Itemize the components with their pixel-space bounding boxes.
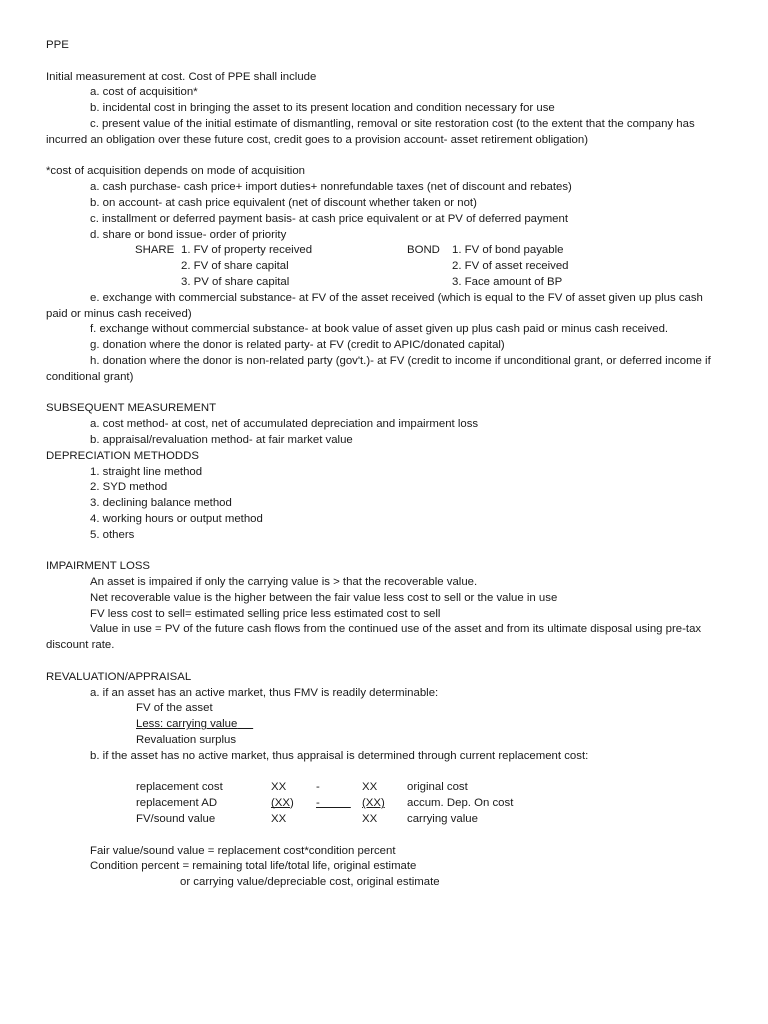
table-row-label: replacement AD	[136, 797, 218, 810]
table-row-description: accum. Dep. On cost	[407, 797, 514, 810]
table-row-description: original cost	[407, 781, 468, 794]
share-priority-item: 3. PV of share capital	[181, 275, 290, 288]
revaluation-heading: REVALUATION/APPRAISAL	[46, 670, 192, 683]
table-dash: -	[316, 797, 320, 810]
table-value-replacement: XX	[271, 781, 287, 794]
share-bond-row-2	[46, 259, 716, 275]
table-row-description: carrying value	[407, 813, 478, 826]
revaluation-item-b: b. if the asset has no active market, thus appraisal is determined through current replacement cost:	[90, 749, 589, 762]
acquisition-item-c: c. installment or deferred payment basis- at cash price equivalent or at PV of deferred payment	[90, 212, 569, 225]
table-row-label: replacement cost	[136, 781, 223, 794]
table-value-original: XX	[362, 813, 378, 826]
depreciation-item: 4. working hours or output method	[90, 512, 263, 525]
table-value-original: XX	[362, 781, 378, 794]
formula-sound-value: Fair value/sound value = replacement cost*condition percent	[90, 844, 396, 857]
acquisition-item-g: g. donation where the donor is related party- at FV (credit to APIC/donated capital)	[90, 339, 505, 352]
impairment-heading: IMPAIRMENT LOSS	[46, 560, 151, 573]
subsequent-item-a: a. cost method- at cost, net of accumulated depreciation and impairment loss	[90, 418, 479, 431]
replacement-table-row	[46, 780, 716, 796]
share-bond-row-3	[46, 275, 716, 291]
acquisition-item-e: e. exchange with commercial substance- at FV of the asset received (which is equal to the FV of asset given up plus cash paid or minus cash received)	[46, 291, 703, 320]
revaluation-less-text: Less: carrying value	[136, 718, 238, 731]
impairment-line: An asset is impaired if only the carrying value is > that the recoverable value.	[90, 576, 478, 589]
revaluation-surplus-line: Revaluation surplus	[136, 734, 237, 747]
bond-priority-item: 3. Face amount of BP	[452, 275, 563, 288]
acquisition-item-a: a. cash purchase- cash price+ import duties+ nonrefundable taxes (net of discount and rebates)	[90, 181, 572, 194]
replacement-table-row	[46, 812, 716, 828]
bond-priority-item: 2. FV of asset received	[452, 260, 569, 273]
depreciation-item: 5. others	[90, 528, 135, 541]
share-priority-item: 2. FV of share capital	[181, 260, 289, 273]
bond-label: BOND	[407, 244, 440, 257]
initial-item-c: c. present value of the initial estimate of dismantling, removal or site restoration cost (to the extent that the company has incurred an obligation over these future cost, credit goes to a provision account- asset retirement obligation)	[46, 117, 695, 146]
acquisition-heading: *cost of acquisition depends on mode of acquisition	[46, 165, 305, 178]
impairment-line: FV less cost to sell= estimated selling price less estimated cost to sell	[90, 607, 441, 620]
initial-measurement-heading: Initial measurement at cost. Cost of PPE shall include	[46, 70, 317, 83]
subsequent-item-b: b. appraisal/revaluation method- at fair market value	[90, 433, 353, 446]
value-in-use-definition: Value in use = PV of the future cash flows from the continued use of the asset and from its ultimate disposal using pre-tax discount rate.	[46, 623, 702, 652]
acquisition-item-h: h. donation where the donor is non-related party (gov't.)- at FV (credit to income if unconditional grant, or deferred income if conditional grant)	[46, 354, 711, 383]
acquisition-item-d: d. share or bond issue- order of priority	[90, 228, 287, 241]
table-dash: -	[316, 781, 320, 794]
document-title: PPE	[46, 39, 69, 51]
depreciation-heading: DEPRECIATION METHODDS	[46, 449, 199, 462]
subsequent-measurement-heading: SUBSEQUENT MEASUREMENT	[46, 402, 217, 415]
bond-priority-item: 1. FV of bond payable	[452, 244, 564, 257]
table-value-replacement: (XX)	[271, 797, 294, 810]
initial-item-b: b. incidental cost in bringing the asset to its present location and condition necessary for use	[90, 102, 555, 115]
acquisition-item-f: f. exchange without commercial substance- at book value of asset given up plus cash paid or minus cash received.	[90, 323, 669, 336]
table-value-replacement: XX	[271, 813, 287, 826]
share-label: SHARE	[135, 244, 175, 257]
table-row-label: FV/sound value	[136, 813, 216, 826]
acquisition-item-b: b. on account- at cash price equivalent (net of discount whether taken or not)	[90, 196, 477, 209]
initial-item-a: a. cost of acquisition*	[90, 86, 198, 99]
share-bond-row-1	[46, 243, 716, 259]
depreciation-item: 3. declining balance method	[90, 497, 232, 510]
impairment-line: Net recoverable value is the higher between the fair value less cost to sell or the value in use	[90, 591, 558, 604]
document-page	[46, 38, 716, 891]
depreciation-item: 1. straight line method	[90, 465, 203, 478]
replacement-table-row	[46, 796, 716, 812]
depreciation-item: 2. SYD method	[90, 481, 168, 494]
revaluation-fv-line: FV of the asset	[136, 702, 213, 715]
revaluation-item-a: a. if an asset has an active market, thus FMV is readily determinable:	[90, 686, 439, 699]
revaluation-less-line	[46, 717, 716, 733]
formula-condition-percent: Condition percent = remaining total life/total life, original estimate	[90, 860, 417, 873]
share-priority-item: 1. FV of property received	[181, 244, 313, 257]
formula-condition-alt: or carrying value/depreciable cost, original estimate	[180, 876, 440, 889]
table-value-original: (XX)	[362, 797, 385, 810]
